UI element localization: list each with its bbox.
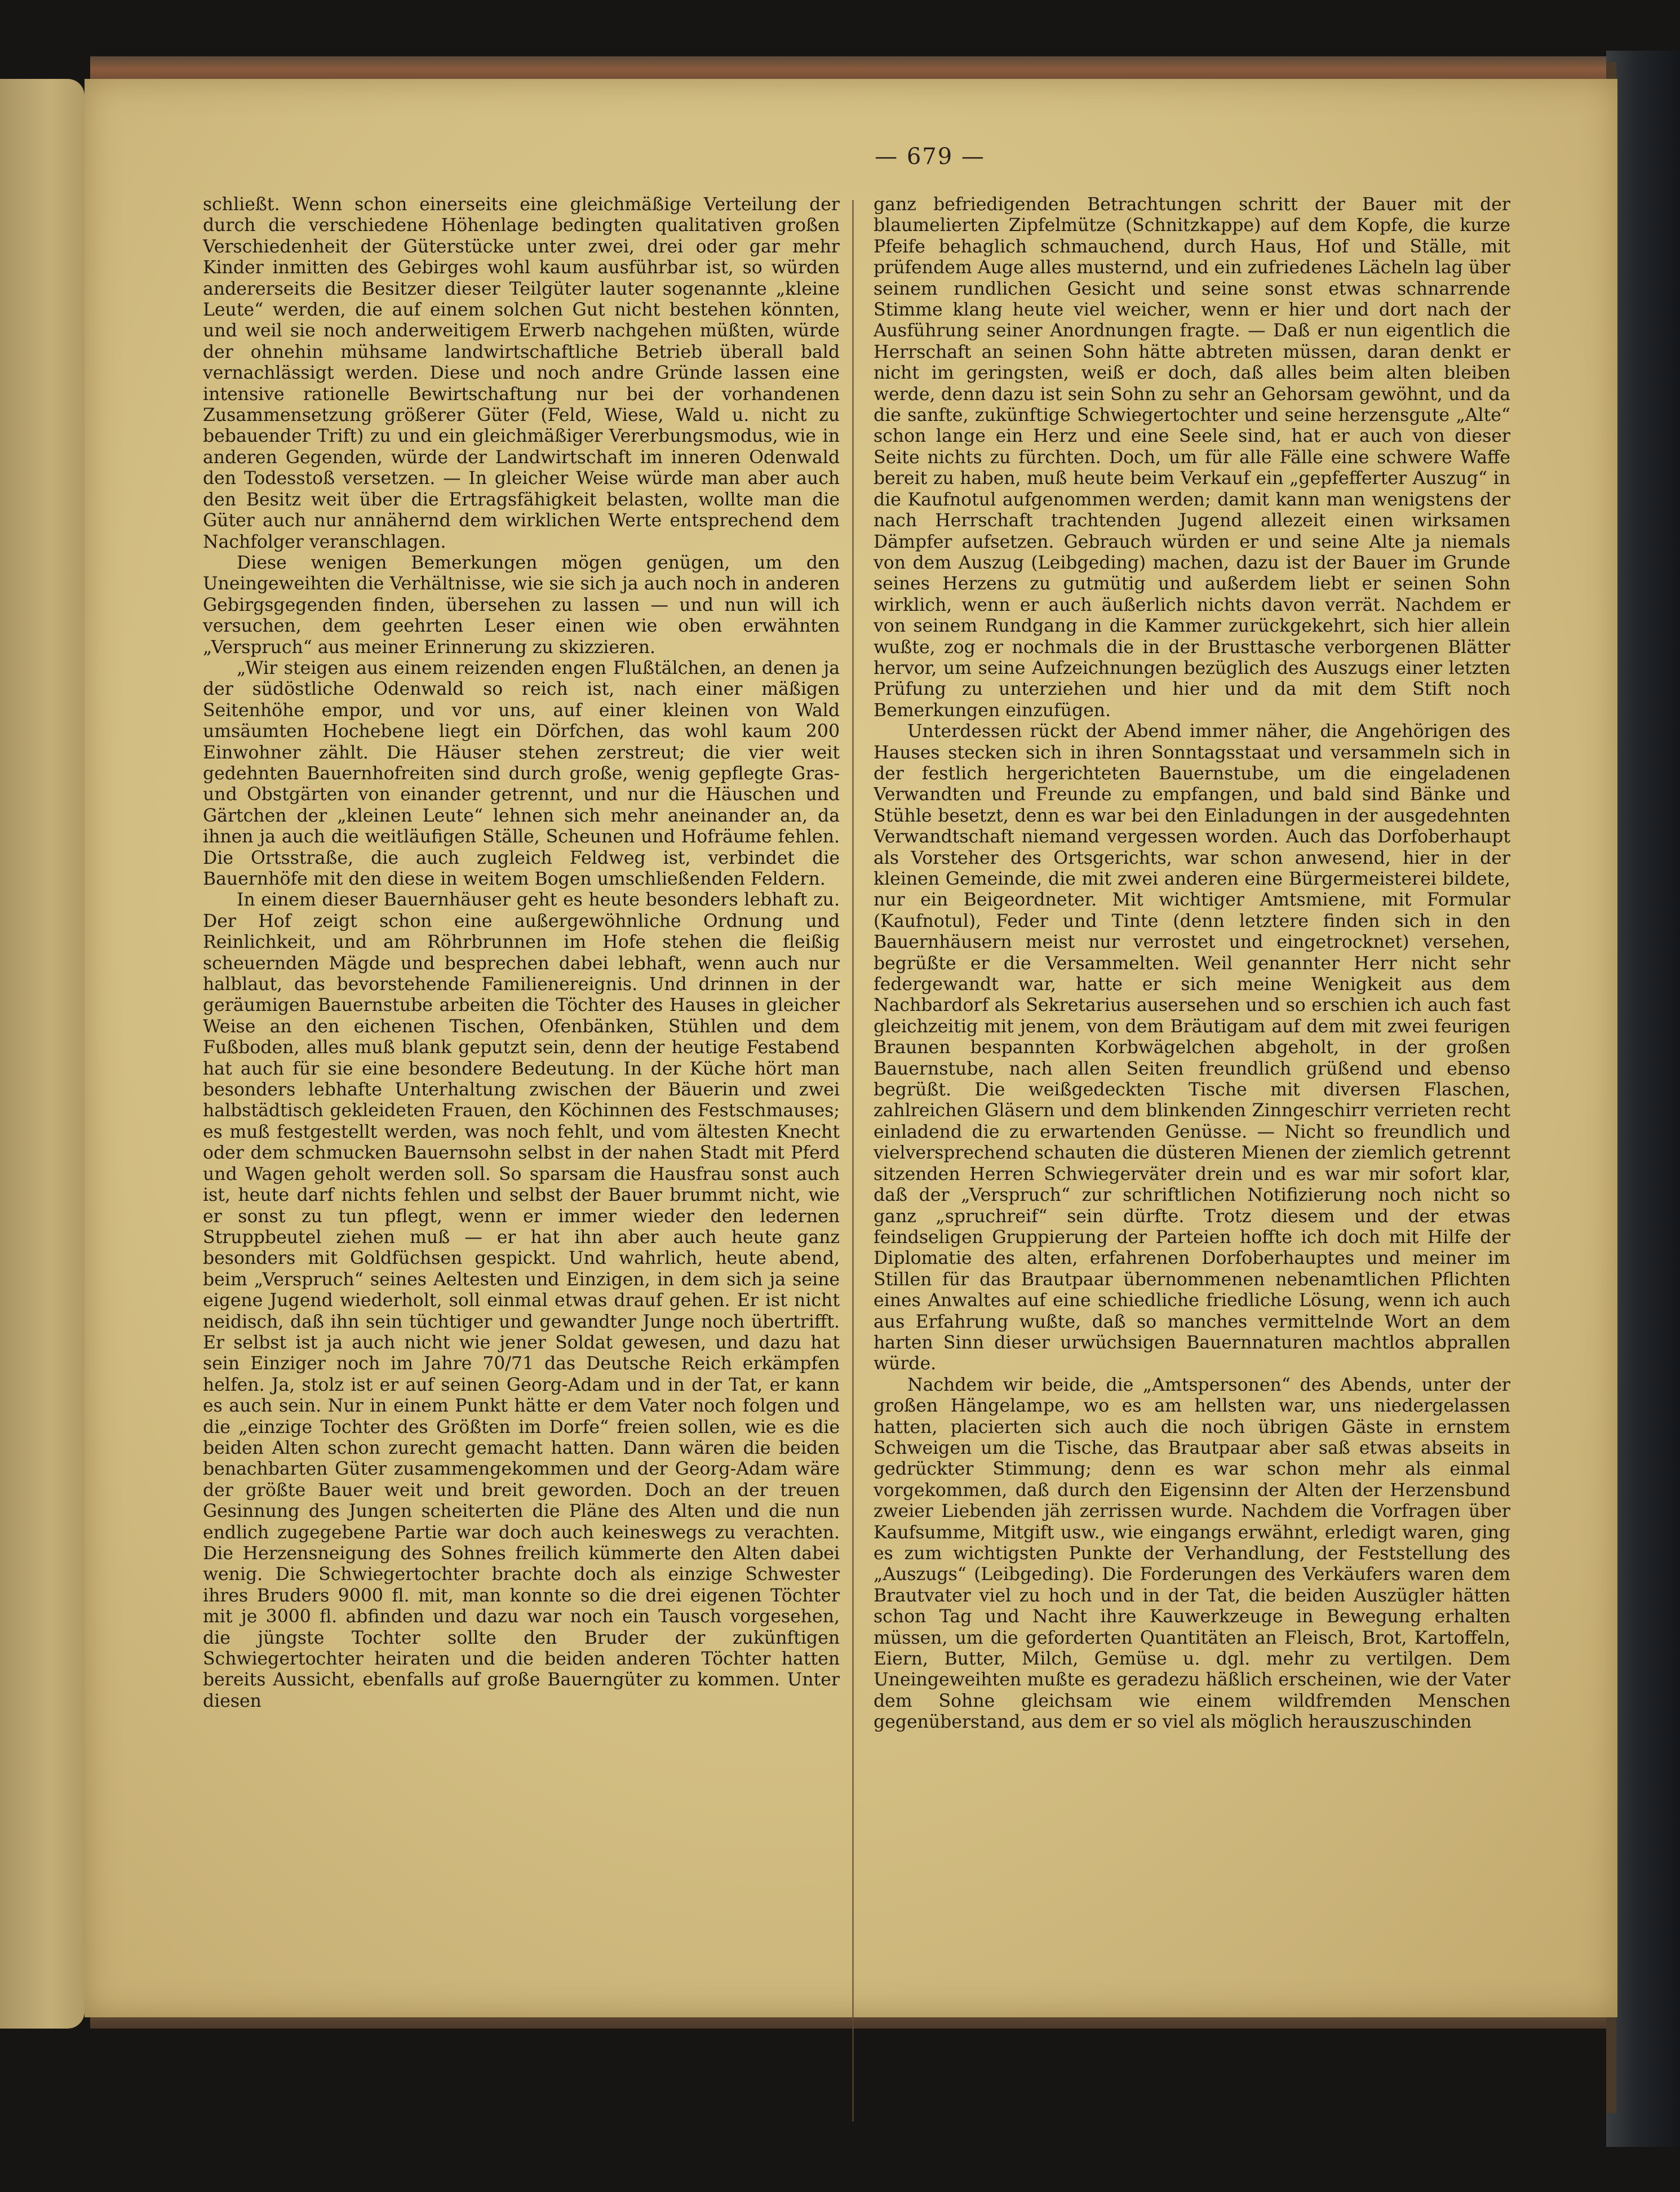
paragraph: Nachdem wir beide, die „Amtspersonen“ des Abends, unter der großen Hängelampe, wo es am hellsten war, uns niedergelassen hatten, placierten sich auch die noch übrigen Gäste in ernstem Schweigen um die Tische, das Brautpaar aber saß etwas abseits in gedrückter Stimmung; denn es war schon mehr als einmal vorgekommen, daß durch den Eigensinn der Alten der Herzensbund zweier Liebenden jäh zerrissen wurde. Nachdem die Vorfragen über Kaufsumme, Mitgift usw., wie eingangs erwähnt, erledigt waren, ging es zum wichtigsten Punkte der Verhandlung, der Feststellung des „Auszugs“ (Leibgeding). Die Forderungen des Verkäufers waren dem Brautvater viel zu hoch und in der Tat, die beiden Auszügler hätten schon Tag und Nacht ihre Kauwerkzeuge in Bewegung erhalten müssen, um die geforderten Quantitäten an Fleisch, Brot, Kartoffeln, Eiern, Butter, Milch, Gemüse u. dgl. mehr zu vertilgen. Dem Uneingeweihten mußte es geradezu häßlich erscheinen, wie der Vater dem Sohne gleichsam wie einem wildfremden Menschen gegenüberstand, aus dem er so viel als möglich herauszuschinden xyxy=(874,1374,1510,1733)
column-divider xyxy=(852,200,854,2122)
paragraph: Unterdessen rückt der Abend immer näher, die Angehörigen des Hauses stecken sich in ihren Sonntagsstaat und versammeln sich in der festlich hergerichteten Bauernstube, um die eingeladenen Verwandten und Freunde zu empfangen, und bald sind Bänke und Stühle besetzt, denn es war bei den Einladungen in der ausgedehnten Verwandtschaft niemand vergessen worden. Auch das Dorfoberhaupt als Vorsteher des Ortsgerichts, war schon anwesend, hier in der kleinen Gemeinde, die mit zwei anderen eine Bürgermeisterei bildete, nur ein Beigeordneter. Mit wichtiger Amtsmiene, mit Formular (Kaufnotul), Feder und Tinte (denn letztere finden sich in den Bauernhäusern meist nur verrostet und eingetrocknet) versehen, begrüßte er die Versammelten. Weil genannter Herr nicht sehr federgewandt war, hatte er sich meine Wenigkeit aus dem Nachbardorf als Sekretarius ausersehen und so erschien ich auch fast gleichzeitig mit jenem, von dem Bräutigam auf dem mit zwei feurigen Braunen bespannten Korbwägelchen abgeholt, in der großen Bauernstube, nach allen Seiten freundlich grüßend und ebenso begrüßt. Die weißgedeckten Tische mit diversen Flaschen, zahlreichen Gläsern und dem blinkenden Zinngeschirr verrieten recht einladend die zu erwartenden Genüsse. — Nicht so freundlich und vielversprechend schauten die düsteren Mienen der ziemlich getrennt sitzenden Herren Schwiegerväter drein und es war mir sofort klar, daß der „Verspruch“ zur schriftlichen Notifizierung noch nicht so ganz „spruchreif“ sein dürfte. Trotz diesem und der etwas feindseligen Gruppierung der Parteien hoffte ich doch mit Hilfe der Diplomatie des alten, erfahrenen Dorfoberhauptes und meiner im Stillen für das Brautpaar übernommenen nebenamtlichen Pflichten eines Anwaltes auf eine schiedliche friedliche Lösung, wenn ich auch aus Erfahrung wußte, daß so manches vermittelnde Wort an dem harten Sinn dieser urwüchsigen Bauernnaturen machtlos abprallen würde. xyxy=(874,721,1510,1374)
paragraph: schließt. Wenn schon einerseits eine gleichmäßige Verteilung der durch die verschiedene Höhenlage bedingten qualitativen großen Verschiedenheit der Güterstücke unter zwei, drei oder gar mehr Kinder inmitten des Gebirges wohl kaum ausführbar ist, so würden andererseits die Besitzer dieser Teilgüter lauter sogenannte „kleine Leute“ werden, die auf einem solchen Gut nicht bestehen könnten, und weil sie noch anderweitigem Erwerb nachgehen müßten, würde der ohnehin mühsame landwirtschaftliche Betrieb überall bald vernachlässigt werden. Diese und noch andre Gründe lassen eine intensive rationelle Bewirtschaftung nur bei der vorhandenen Zusammensetzung größerer Güter (Feld, Wiese, Wald u. nicht zu bebauender Trift) zu und ein gleichmäßiger Vererbungsmodus, wie in anderen Gegenden, würde der Landwirtschaft im inneren Odenwald den Todesstoß versetzen. — In gleicher Weise würde man aber auch den Besitz weit über die Ertragsfähigkeit belasten, wollte man die Güter auch nur annähernd dem wirklichen Werte entsprechend dem Nachfolger veranschlagen. xyxy=(203,194,840,552)
paragraph: „Wir steigen aus einem reizenden engen Flußtälchen, an denen ja der südöstliche Odenwald so reich ist, nach einer mäßigen Seitenhöhe empor, und vor uns, auf einer kleinen von Wald umsäumten Hochebene liegt ein Dörfchen, das wohl kaum 200 Einwohner zählt. Die Häuser stehen zerstreut; die vier weit gedehnten Bauernhofreiten sind durch große, wenig gepflegte Gras- und Obstgärten von einander getrennt, und nur die Häuschen und Gärtchen der „kleinen Leute“ lehnen sich mehr aneinander an, da ihnen ja auch die weitläufigen Ställe, Scheunen und Hofräume fehlen. Die Ortsstraße, die auch zugleich Feldweg ist, verbindet die Bauernhöfe mit den diese in weitem Bogen umschließenden Feldern. xyxy=(203,658,840,889)
paragraph: In einem dieser Bauernhäuser geht es heute besonders lebhaft zu. Der Hof zeigt schon eine außergewöhnliche Ordnung und Reinlichkeit, und am Röhrbrunnen im Hofe stehen die fleißig scheuernden Mägde und besprechen dabei lebhaft, wenn auch nur halblaut, das bevorstehende Familienereignis. Und drinnen in der geräumigen Bauernstube arbeiten die Töchter des Hauses in gleicher Weise an den eichenen Tischen, Ofenbänken, Stühlen und dem Fußboden, alles muß blank geputzt sein, denn der heutige Festabend hat auch für sie eine besondere Bedeutung. In der Küche hört man besonders lebhafte Unterhaltung zwischen der Bäuerin und zwei halbstädtisch gekleideten Frauen, den Köchinnen des Festschmauses; es muß festgestellt werden, was noch fehlt, und vom ältesten Knecht oder dem schmucken Bauernsohn selbst in der nahen Stadt mit Pferd und Wagen geholt werden soll. So sparsam die Hausfrau sonst auch ist, heute darf nichts fehlen und selbst der Bauer brummt nicht, wie er sonst zu tun pflegt, wenn er immer wieder den ledernen Struppbeutel ziehen muß — er hat ihn aber auch heute ganz besonders mit Goldfüchsen gespickt. Und wahrlich, heute abend, beim „Verspruch“ seines Aeltesten und Einzigen, in dem sich ja seine eigene Jugend wiederholt, soll einmal etwas drauf gehen. Er ist nicht neidisch, daß ihn sein tüchtiger und gewandter Junge noch übertrifft. Er selbst ist ja auch nicht wie jener Soldat gewesen, und dazu hat sein Einziger noch im Jahre 70/71 das Deutsche Reich erkämpfen helfen. Ja, stolz ist er auf seinen Georg-Adam und in der Tat, er kann es auch sein. Nur in einem Punkt hätte er dem Vater noch folgen und die „einzige Tochter des Größten im Dorfe“ freien sollen, wie es die beiden Alten schon zurecht gemacht hatten. Dann wären die beiden benachbarten Güter zusammengekommen und der Georg-Adam wäre der größte Bauer weit und breit geworden. Doch an der treuen Gesinnung des Jungen scheiterten die Pläne des Alten und die nun endlich zugegebene Partie war doch auch keineswegs zu verachten. Die Herzensneigung des Sohnes freilich kümmerte den Alten dabei wenig. Die Schwiegertochter brachte doch als einzige Schwester ihres Bruders 9000 fl. mit, man konnte so die drei eigenen Töchter mit je 3000 fl. abfinden und dazu war noch ein Tausch vorgesehen, die jüngste Tochter sollte den Bruder der zukünftigen Schwiegertochter heiraten und die beiden anderen Töchter hatten bereits Aussicht, ebenfalls auf große Bauerngüter zu kommen. Unter diesen xyxy=(203,890,840,1711)
right-text-column xyxy=(874,194,1510,2060)
paragraph: Diese wenigen Bemerkungen mögen genügen, um den Uneingeweihten die Verhältnisse, wie sie sich ja auch noch in anderen Gebirgsgegenden finden, übersehen zu lassen — und nun will ich versuchen, dem geehrten Leser einen wie oben erwähnten „Verspruch“ aus meiner Erinnerung zu skizzieren. xyxy=(203,552,840,658)
book-page xyxy=(85,79,1617,2017)
page-number: — 679 — xyxy=(875,144,985,170)
left-text-column xyxy=(203,194,840,2060)
paragraph: ganz befriedigenden Betrachtungen schritt der Bauer mit der blaumelierten Zipfelmütze (Schnitzkappe) auf dem Kopfe, die kurze Pfeife behaglich schmauchend, durch Haus, Hof und Ställe, mit prüfendem Auge alles musternd, und ein zufriedenes Lächeln lag über seinem rundlichen Gesicht und seine sonst etwas schnarrende Stimme klang heute viel weicher, wenn er hier und dort nach der Ausführung seiner Anordnungen fragte. — Daß er nun eigentlich die Herrschaft an seinen Sohn hätte abtreten müssen, daran denkt er nicht im geringsten, weiß er doch, daß alles beim alten bleiben werde, denn dazu ist sein Sohn zu sehr an Gehorsam gewöhnt, und da die sanfte, zukünftige Schwiegertochter und seine herzensgute „Alte“ schon lange ein Herz und eine Seele sind, hat er auch von dieser Seite nichts zu fürchten. Doch, um für alle Fälle eine schwere Waffe bereit zu haben, muß heute beim Verkauf ein „gepfefferter Auszug“ in die Kaufnotul aufgenommen werden; damit kann man wenigstens der nach Herrschaft trachtenden Jugend allezeit einen wirksamen Dämpfer aufsetzen. Gebrauch würden er und seine Alte ja niemals von dem Auszug (Leibgeding) machen, dazu ist der Bauer im Grunde seines Herzens zu gutmütig und außerdem liebt er seinen Sohn wirklich, wenn er auch äußerlich nichts davon verrät. Nachdem er von seinem Rundgang in die Kammer zurückgekehrt, sich hier allein wußte, zog er nochmals die in der Brusttasche verborgenen Blätter hervor, um seine Aufzeichnungen bezüglich des Auszugs einer letzten Prüfung zu unterziehen und hier und da mit dem Stift noch Bemerkungen einzufügen. xyxy=(874,194,1510,721)
previous-page-edge xyxy=(0,79,85,2029)
